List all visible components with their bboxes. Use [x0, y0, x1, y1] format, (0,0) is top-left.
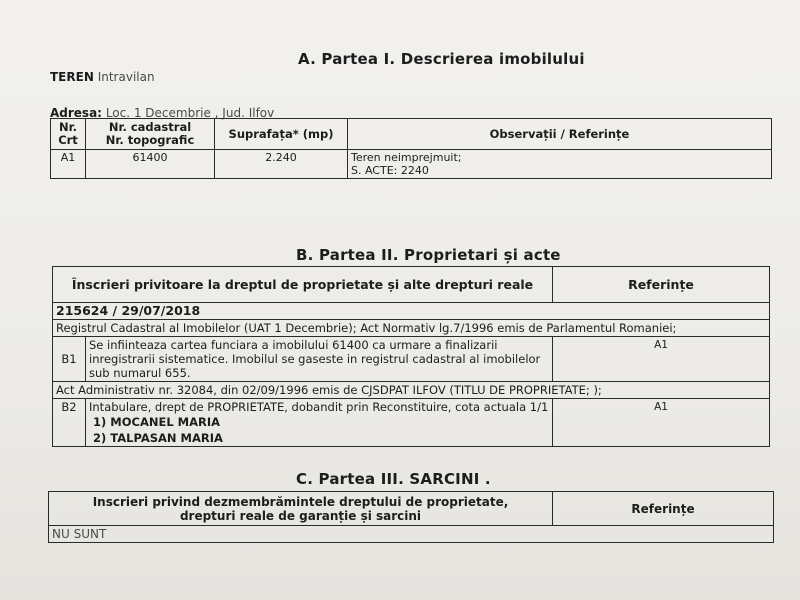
header-sarcini-line-2: drepturi reale de garanție și sarcini [179, 508, 422, 523]
cell-observatii [348, 150, 772, 179]
adresa-value: Loc. 1 Decembrie , Jud. Ilfov [105, 106, 275, 120]
cell-suprafata: 2.240 [215, 150, 348, 179]
b2-text: Intabulare, drept de PROPRIETATE, dobandit prin Reconstituire, cota actuala 1/1 [89, 400, 549, 414]
section-b-title: B. Partea II. Proprietari și acte [296, 246, 561, 264]
header-referinte: Referințe [553, 267, 770, 303]
b2-label: B2 [53, 399, 86, 447]
sarcini-table [48, 491, 774, 543]
header-suprafata: Suprafața* (mp) [215, 119, 348, 150]
cell-nr-cadastral: 61400 [86, 150, 215, 179]
table-row [49, 526, 774, 543]
header-sarcini [49, 492, 553, 526]
section-a-title: A. Partea I. Descrierea imobilului [298, 50, 585, 68]
header-nr-crt: Nr. Crt [51, 119, 86, 150]
act-source-1: Registrul Cadastral al Imobilelor (UAT 1 Decembrie); Act Normativ lg.7/1996 emis de Parlamentul Romaniei; [53, 320, 770, 337]
teren-value: Intravilan [97, 70, 155, 84]
b1-label: B1 [53, 337, 86, 382]
owner-name: MOCANEL MARIA [110, 415, 221, 429]
observatii-line-1: Teren neimprejmuit; [351, 151, 462, 164]
table-row [51, 150, 772, 179]
header-nr-cadastral: Nr. cadastral Nr. topografic [86, 119, 215, 150]
cell-nr-crt: A1 [51, 150, 86, 179]
header-sarcini-line-1: Inscrieri privind dezmembrămintele dreptului de proprietate, [92, 494, 509, 509]
act-source-2: Act Administrativ nr. 32084, din 02/09/1996 emis de CJSDPAT ILFOV (TITLU DE PROPRIETATE; ); [53, 382, 770, 399]
table-row [53, 337, 770, 382]
owner-number: 1) [93, 415, 107, 429]
owner-number: 2) [93, 431, 107, 445]
imobil-table [50, 118, 772, 179]
owner-item [89, 431, 549, 445]
b2-ref: A1 [553, 399, 770, 447]
b1-text: Se infiinteaza cartea funciara a imobilului 61400 ca urmare a finalizarii inregistrarii sistematice. Imobilul se gaseste in registrul cadastral al imobilelor sub numarul 655. [86, 337, 553, 382]
owner-name: TALPASAN MARIA [110, 431, 223, 445]
table-row [53, 399, 770, 447]
b2-cell [86, 399, 553, 447]
observatii-line-2: S. ACTE: 2240 [351, 164, 429, 177]
teren-label: TEREN [50, 70, 94, 84]
teren-line [50, 70, 155, 84]
header-referinte-c: Referințe [553, 492, 774, 526]
proprietari-table [52, 266, 770, 447]
b1-ref: A1 [553, 337, 770, 382]
section-c-title: C. Partea III. SARCINI . [296, 470, 491, 488]
adresa-label: Adresa: [50, 106, 102, 120]
header-inscrieri: Înscrieri privitoare la dreptul de proprietate și alte drepturi reale [53, 267, 553, 303]
owner-item [89, 415, 549, 429]
act-id: 215624 / 29/07/2018 [53, 303, 770, 320]
sarcini-value: NU SUNT [49, 526, 774, 543]
header-observatii: Observații / Referințe [348, 119, 772, 150]
